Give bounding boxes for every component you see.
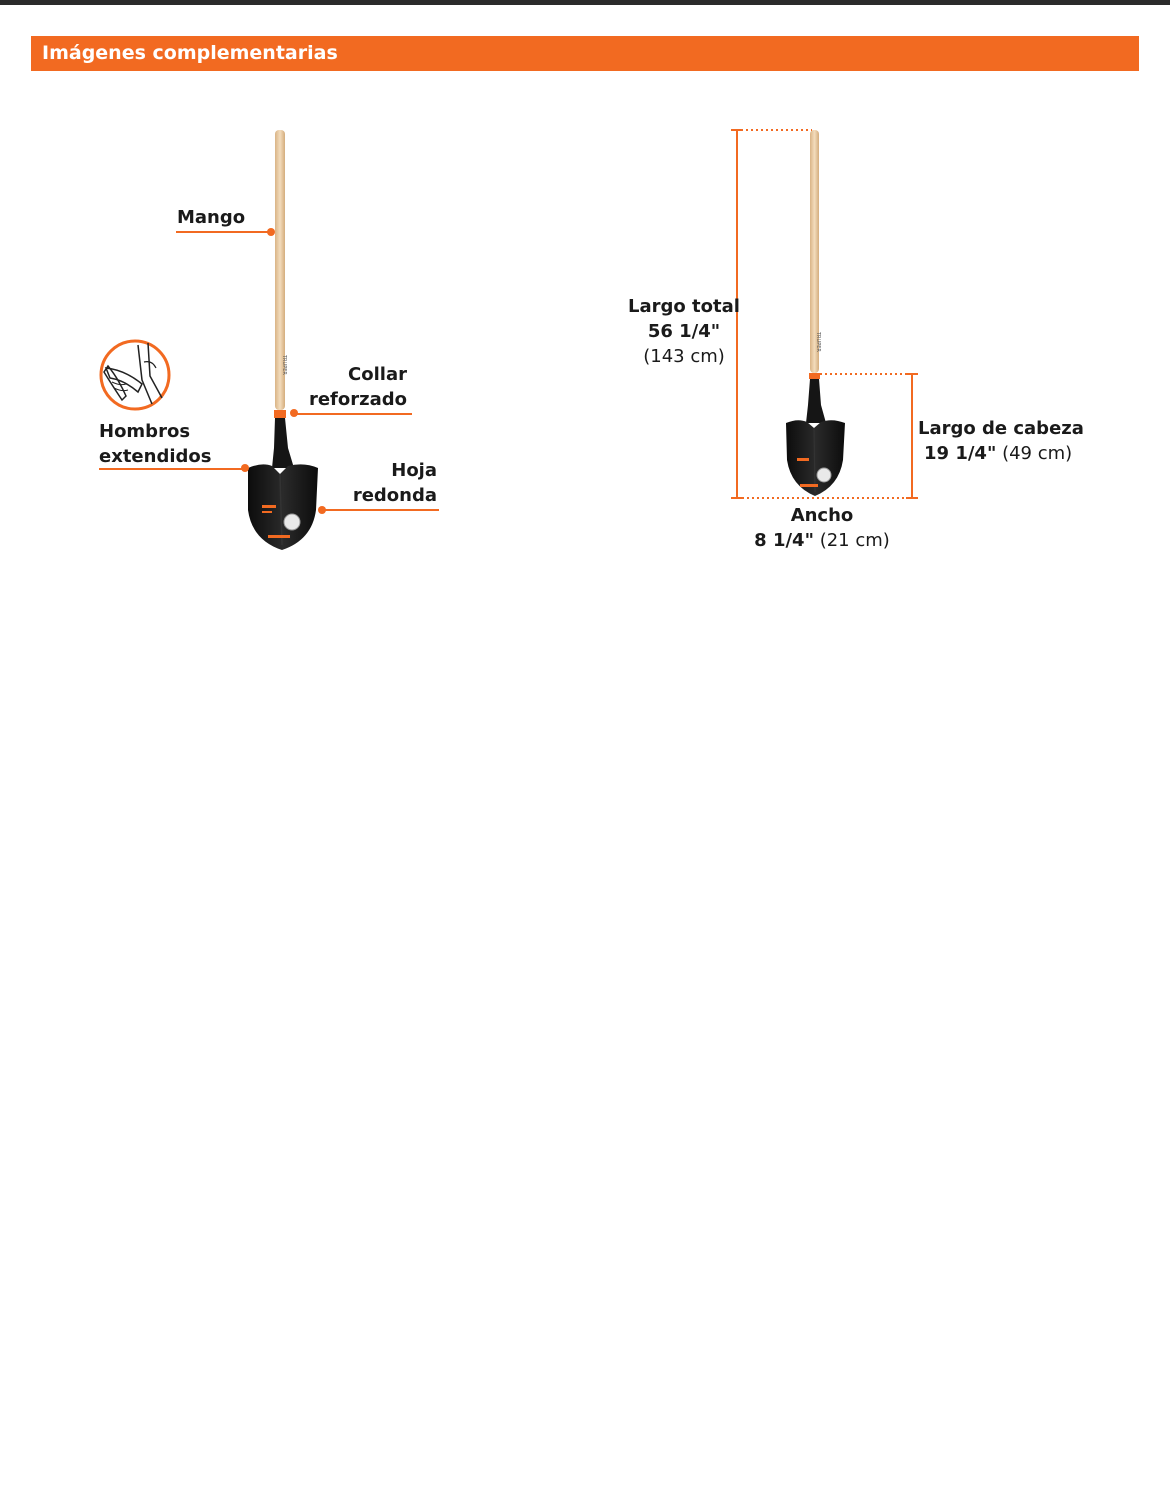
- label-largo-cabeza: Largo de cabeza 19 1/4" (49 cm): [918, 418, 1084, 464]
- shovel-left: [248, 130, 318, 550]
- label-ancho: Ancho 8 1/4" (21 cm): [754, 505, 890, 551]
- product-illustrations: [0, 0, 1170, 600]
- collar-right: [809, 373, 820, 379]
- label-largo-total: Largo total 56 1/4" (143 cm): [628, 296, 740, 367]
- socket-right: [806, 379, 826, 423]
- section-header: Imágenes complementarias: [31, 36, 1139, 71]
- label-hoja: Hoja redonda: [352, 460, 437, 506]
- collar-left: [274, 410, 286, 418]
- label-collar: Collar reforzado: [308, 364, 407, 410]
- shovel-right: [786, 130, 845, 496]
- label-hombros: Hombros extendidos: [99, 421, 212, 467]
- label-mango: Mango: [177, 207, 246, 228]
- shoulder-detail-icon: [101, 341, 169, 409]
- handle-brand-left: TRUPER: [281, 355, 287, 375]
- socket-left: [272, 418, 294, 468]
- handle-brand-right: TRUPER: [815, 332, 821, 352]
